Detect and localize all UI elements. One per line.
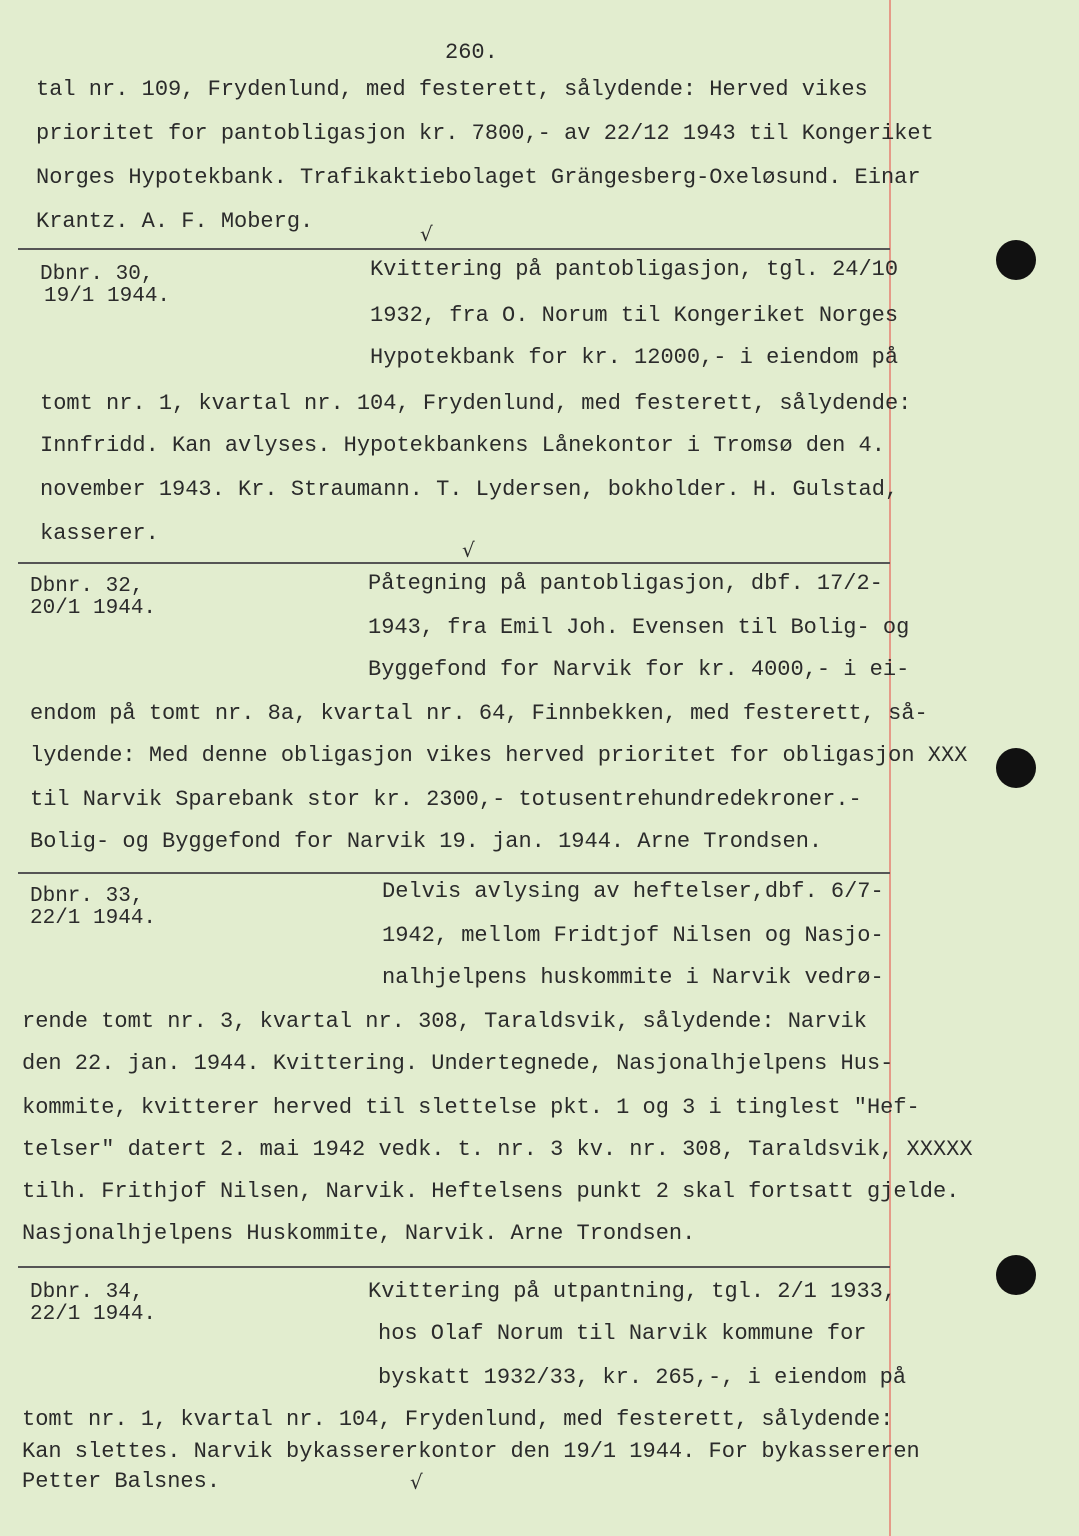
text-line: den 22. jan. 1944. Kvittering. Undertegnede, Nasjonalhjelpens Hus- xyxy=(22,1051,894,1076)
text-line: til Narvik Sparebank stor kr. 2300,- totusentrehundredekroner.- xyxy=(30,787,862,812)
text-line: kommite, kvitterer herved til slettelse pkt. 1 og 3 i tinglest "Hef- xyxy=(22,1095,920,1120)
divider xyxy=(18,872,890,874)
text-line: 1932, fra O. Norum til Kongeriket Norges xyxy=(370,303,899,328)
text-line: kasserer. xyxy=(40,521,159,546)
punch-hole xyxy=(996,240,1036,280)
text-line: november 1943. Kr. Straumann. T. Lydersen, bokholder. H. Gulstad, xyxy=(40,477,899,502)
divider xyxy=(18,562,890,564)
text-line: prioritet for pantobligasjon kr. 7800,- av 22/12 1943 til Kongeriket xyxy=(36,121,934,146)
text-line: 1943, fra Emil Joh. Evensen til Bolig- og xyxy=(368,615,910,640)
entry-date: 20/1 1944. xyxy=(30,597,157,620)
text-line: byskatt 1932/33, kr. 265,-, i eiendom på xyxy=(378,1365,907,1390)
check-mark: √ xyxy=(410,1470,423,1494)
text-line: tilh. Frithjof Nilsen, Narvik. Heftelsens punkt 2 skal fortsatt gjelde. xyxy=(22,1179,960,1204)
text-line: Påtegning på pantobligasjon, dbf. 17/2- xyxy=(368,571,883,596)
divider xyxy=(18,248,890,250)
check-mark: √ xyxy=(462,538,475,562)
check-mark: √ xyxy=(420,222,433,246)
text-line: Nasjonalhjelpens Huskommite, Narvik. Arne Trondsen. xyxy=(22,1221,696,1246)
punch-hole xyxy=(996,1255,1036,1295)
text-line: Delvis avlysing av heftelser,dbf. 6/7- xyxy=(382,879,884,904)
entry-dbnr: Dbnr. 34, xyxy=(30,1281,144,1304)
text-line: Norges Hypotekbank. Trafikaktiebolaget Grängesberg-Oxeløsund. Einar xyxy=(36,165,921,190)
text-line: Kvittering på pantobligasjon, tgl. 24/10 xyxy=(370,257,899,282)
text-line: Bolig- og Byggefond for Narvik 19. jan. 1944. Arne Trondsen. xyxy=(30,829,823,854)
text-line: Kvittering på utpantning, tgl. 2/1 1933, xyxy=(368,1279,897,1304)
text-line: 1942, mellom Fridtjof Nilsen og Nasjo- xyxy=(382,923,884,948)
text-line: tal nr. 109, Frydenlund, med festerett, sålydende: Herved vikes xyxy=(36,77,868,102)
text-line: Innfridd. Kan avlyses. Hypotekbankens Lånekontor i Tromsø den 4. xyxy=(40,433,885,458)
text-line: nalhjelpens huskommite i Narvik vedrø- xyxy=(382,965,884,990)
text-line: Kan slettes. Narvik bykassererkontor den 19/1 1944. For bykassereren xyxy=(22,1439,920,1464)
text-line: endom på tomt nr. 8a, kvartal nr. 64, Finnbekken, med festerett, så- xyxy=(30,701,928,726)
text-line: hos Olaf Norum til Narvik kommune for xyxy=(378,1321,867,1346)
entry-date: 22/1 1944. xyxy=(30,1303,157,1326)
text-line: Petter Balsnes. xyxy=(22,1469,221,1494)
entry-dbnr: Dbnr. 30, xyxy=(40,263,154,286)
text-line: rende tomt nr. 3, kvartal nr. 308, Taraldsvik, sålydende: Narvik xyxy=(22,1009,867,1034)
text-line: lydende: Med denne obligasjon vikes herved prioritet for obligasjon XXX xyxy=(30,743,968,768)
page-number: 260. xyxy=(445,40,498,65)
text-line: telser" datert 2. mai 1942 vedk. t. nr. 3 kv. nr. 308, Taraldsvik, XXXXX xyxy=(22,1137,973,1162)
divider xyxy=(18,1266,890,1268)
entry-dbnr: Dbnr. 33, xyxy=(30,885,144,908)
entry-date: 22/1 1944. xyxy=(30,907,157,930)
text-line: tomt nr. 1, kvartal nr. 104, Frydenlund, med festerett, sålydende: xyxy=(40,391,912,416)
text-line: Byggefond for Narvik for kr. 4000,- i ei- xyxy=(368,657,910,682)
text-line: tomt nr. 1, kvartal nr. 104, Frydenlund, med festerett, sålydende: xyxy=(22,1407,894,1432)
punch-hole xyxy=(996,748,1036,788)
entry-date: 19/1 1944. xyxy=(44,285,171,308)
text-line: Hypotekbank for kr. 12000,- i eiendom på xyxy=(370,345,899,370)
text-line: Krantz. A. F. Moberg. xyxy=(36,209,314,234)
entry-dbnr: Dbnr. 32, xyxy=(30,575,144,598)
